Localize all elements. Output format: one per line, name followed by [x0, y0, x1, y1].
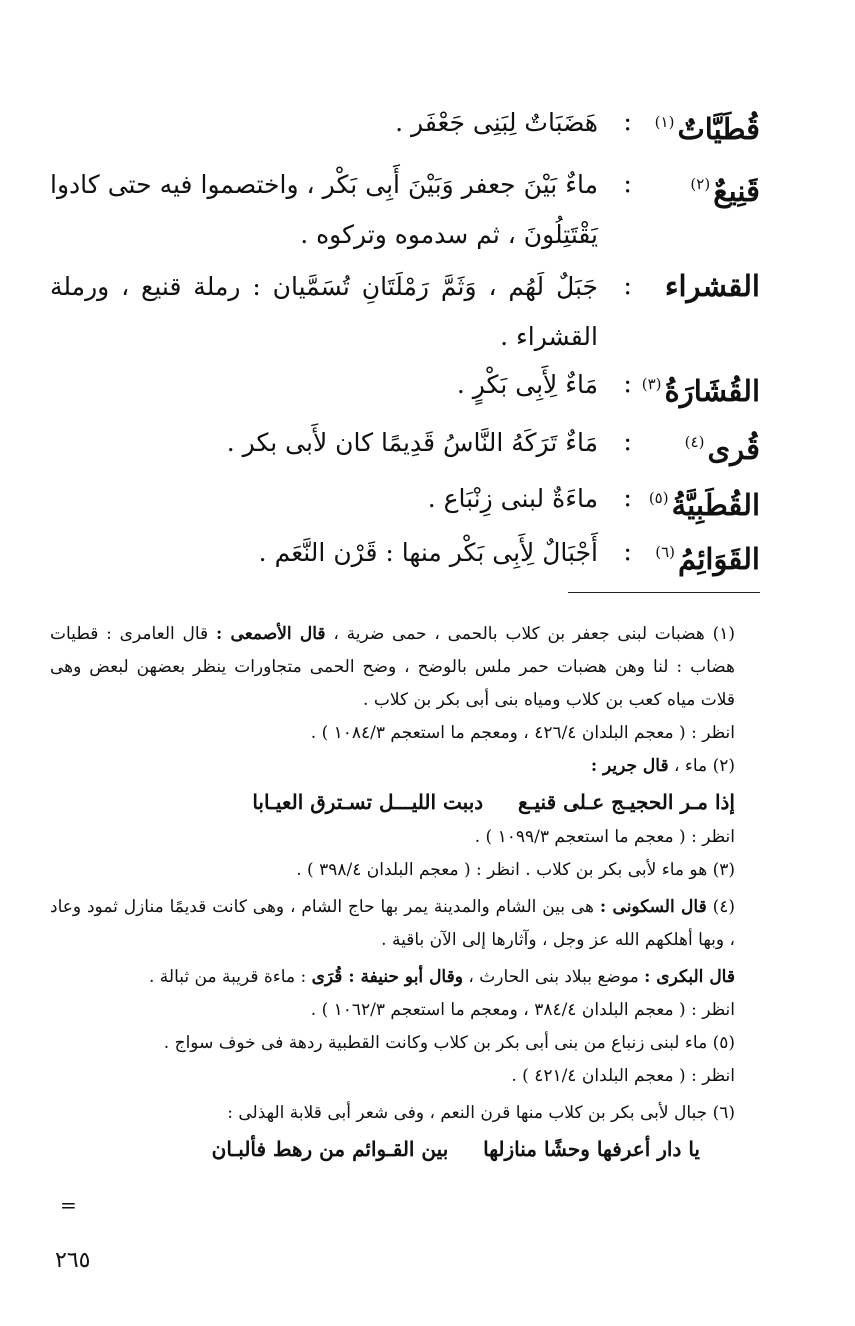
entry-headword: قُرى$^{(٤)}$	[684, 432, 760, 466]
entry-qura	[50, 418, 760, 468]
entry-definition: مَاءٌ تَرَكَهُ النَّاسُ قَدِيمًا كان لأَبى بكر .	[226, 428, 598, 457]
footnote-2-ref: انظر : ( معجم ما استعجم ١٠٩٩/٣ ) .	[474, 827, 735, 847]
entry-definition: ماءٌ بَيْنَ جعفر وَبَيْنَ أَبِى بَكْر ، واختصموا فيه حتى كادوا يَقْتَتِلُونَ ، ثم سدموه وتركوه .	[50, 170, 598, 249]
footnote-ref[interactable]: (٥)	[648, 489, 669, 507]
entry-qushara	[50, 360, 760, 410]
footnote-1: (١) هضبات لبنى جعفر بن كلاب بالحمى ، حمى ضرية ، قال الأصمعى : قال العامرى : قطيات هضاب : لنا وهن هضبات حمر ملس بالوضح ، وضح الحمى متجاورات ينظر بعضهن لبعض وهى قلات مياه كعب بن كلاب ومياه بنى أبى بكر بن كلاب .	[50, 624, 735, 710]
footnote-ref[interactable]: (١)	[654, 113, 675, 131]
footnote-6: (٦) جبال لأبى بكر بن كلاب منها قرن النعم ، وفى شعر أبى قلابة الهذلى :	[227, 1103, 735, 1123]
colon: :	[623, 537, 632, 567]
colon: :	[623, 169, 632, 199]
footnote-4-bakri: قال البكرى : موضع ببلاد بنى الحارث ، وقال أبو حنيفة : قُرَى : ماءة قريبة من ثبالة .	[148, 967, 735, 987]
entry-definition: جَبَلٌ لَهُم ، وَثَمَّ رَمْلَتَانِ تُسَمَّيان : رملة قنيع ، ورملة القشراء .	[50, 272, 598, 351]
verse-hudhali: يا دار أعرفها وحشًا منازلها بين القـوائم من رهط فألبـان	[211, 1137, 700, 1161]
colon: :	[623, 369, 632, 399]
footnote-ref[interactable]: (٣)	[641, 375, 662, 393]
footnote-5: (٥) ماء لبنى زنباع من بنى أبى بكر بن كلاب وكانت القطبية ردهة فى خوف سواج .	[163, 1033, 735, 1053]
colon: :	[623, 427, 632, 457]
colon: :	[623, 271, 632, 301]
page-number: ٢٦٥	[55, 1248, 91, 1273]
entry-headword: القَوَائِمُ$^{(٦)}$	[655, 542, 760, 576]
entry-headword: القُطَبِيَّةُ$^{(٥)}$	[648, 488, 760, 522]
entry-qawaim	[50, 528, 760, 578]
footnote-ref[interactable]: (٤)	[684, 433, 705, 451]
entry-qutayyat	[50, 98, 760, 148]
verse-jarir: إذا مـر الحجيـج عـلى قنيـع دببت الليـــل تسـترق العيـابا	[252, 790, 735, 814]
entry-headword: قَنِيعٌ$^{(٢)}$	[690, 174, 760, 208]
footnote-ref[interactable]: (٦)	[655, 543, 676, 561]
footnote-4: (٤) قال السكونى : هى بين الشام والمدينة يمر بها حاج الشام ، وهى كانت قديمًا منازل ثمود وعاد ، وبها أهلكهم الله عز وجل ، وآثارها إلى الآن باقية .	[50, 897, 735, 950]
continuation-mark: =	[60, 1193, 77, 1217]
colon: :	[623, 483, 632, 513]
footnote-4-ref: انظر : ( معجم البلدان ٣٨٤/٤ ، ومعجم ما استعجم ١٠٦٢/٣ ) .	[310, 1000, 735, 1020]
footnote-1-ref: انظر : ( معجم البلدان ٤٢٦/٤ ، ومعجم ما استعجم ١٠٨٤/٣ ) .	[310, 723, 735, 743]
footnote-2: (٢) ماء ، قال جرير :	[590, 756, 735, 776]
footnote-ref[interactable]: (٢)	[690, 175, 711, 193]
footnote-5-ref: انظر : ( معجم البلدان ٤٢١/٤ ) .	[511, 1066, 735, 1086]
entry-qutabiyya	[50, 474, 760, 524]
footnote-3: (٣) هو ماء لأبى بكر بن كلاب . انظر : ( معجم البلدان ٣٩٨/٤ ) .	[296, 860, 735, 880]
footnote-divider	[568, 592, 760, 593]
entry-headword: قُطَيَّاتٌ$^{(١)}$	[654, 112, 760, 146]
entry-headword: القُشَارَةُ$^{(٣)}$	[641, 374, 760, 408]
footnotes	[50, 618, 760, 1168]
entry-definition: هَضَبَاتٌ لِبَنِى جَعْفَر .	[395, 108, 598, 137]
entry-definition: أَجْبَالٌ لِأَبِى بَكْر منها : قَرْن النَّعَم .	[258, 538, 598, 567]
entry-definition: مَاءٌ لِأَبِى بَكْرٍ .	[456, 370, 598, 399]
entry-headword: القشراء	[664, 269, 760, 303]
entry-qashra	[50, 262, 760, 362]
entry-qani	[50, 160, 760, 260]
colon: :	[623, 107, 632, 137]
entry-definition: ماءَةٌ لبنى زِنْبَاع .	[427, 484, 598, 513]
